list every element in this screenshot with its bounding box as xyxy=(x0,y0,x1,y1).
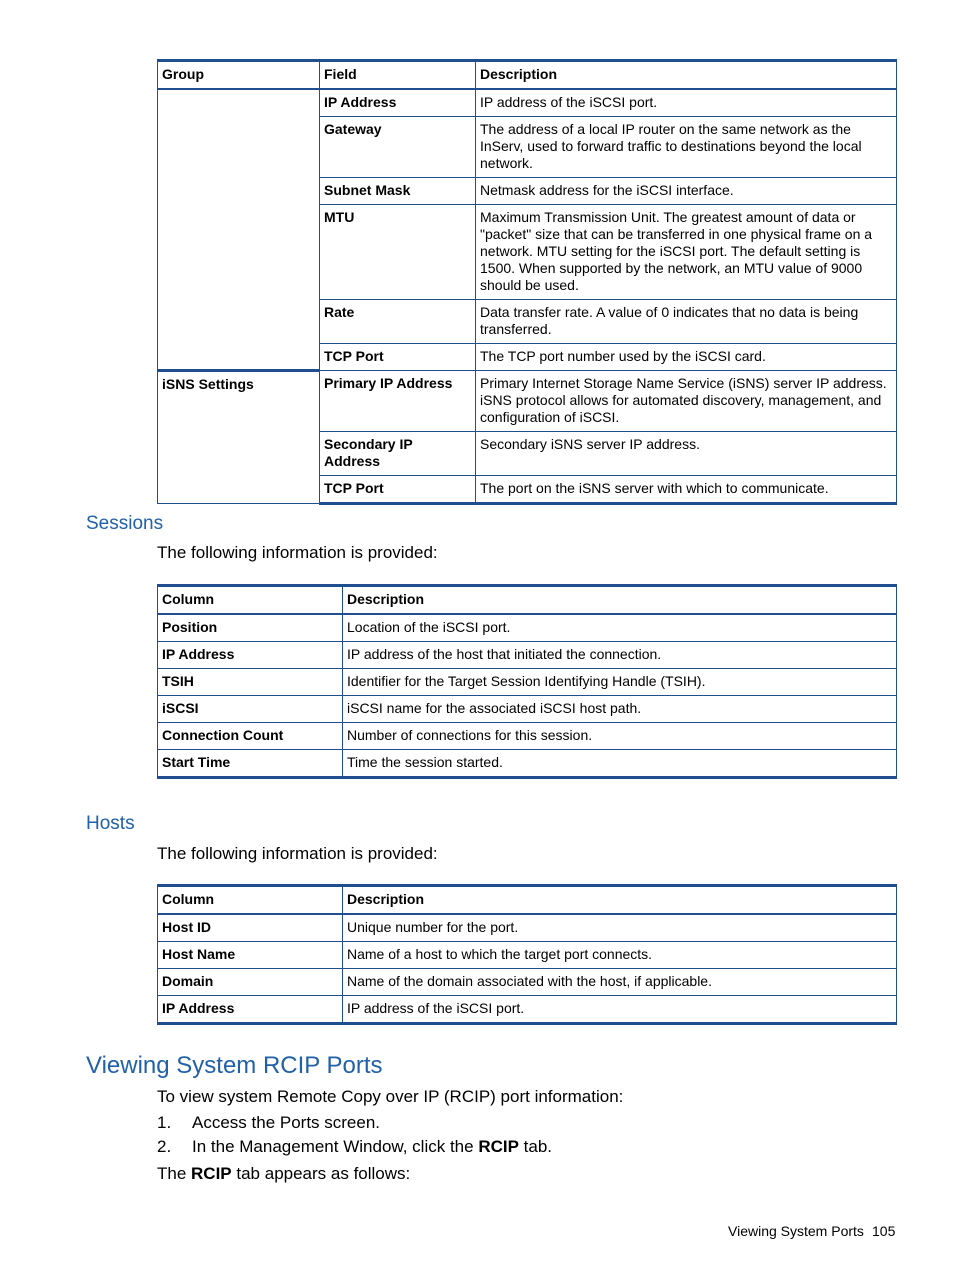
header-field: Field xyxy=(320,61,476,90)
field-cell: MTU xyxy=(320,205,476,300)
description-cell: IP address of the iSCSI port. xyxy=(343,996,897,1024)
header-column: Column xyxy=(158,586,343,615)
description-cell: The TCP port number used by the iSCSI card. xyxy=(476,344,897,371)
description-cell: Location of the iSCSI port. xyxy=(343,614,897,642)
column-cell: Host Name xyxy=(158,942,343,969)
description-cell: The port on the iSNS server with which to communicate. xyxy=(476,476,897,504)
table-header-row xyxy=(158,586,897,615)
description-cell: Secondary iSNS server IP address. xyxy=(476,432,897,476)
description-cell: Number of connections for this session. xyxy=(343,723,897,750)
table-row xyxy=(158,969,897,996)
step-2-text-pre: In the Management Window, click the xyxy=(192,1137,479,1156)
rcip-intro: To view system Remote Copy over IP (RCIP) port information: xyxy=(157,1087,624,1106)
footer-section-title: Viewing System Ports xyxy=(728,1223,864,1239)
table-header-row xyxy=(158,886,897,915)
description-cell: iSCSI name for the associated iSCSI host path. xyxy=(343,696,897,723)
description-cell: Time the session started. xyxy=(343,750,897,778)
iscsi-port-fields-table xyxy=(157,59,897,505)
step-2-text-post: tab. xyxy=(518,1137,553,1156)
table-row xyxy=(158,723,897,750)
header-group: Group xyxy=(158,61,320,90)
description-cell: Unique number for the port. xyxy=(343,914,897,942)
column-cell: Position xyxy=(158,614,343,642)
rcip-outro-post: tab appears as follows: xyxy=(231,1164,411,1183)
step-1-text-pre: Access the Ports screen. xyxy=(192,1113,381,1132)
table-row xyxy=(158,696,897,723)
description-cell: Maximum Transmission Unit. The greatest amount of data or "packet" size that can be transferred in one physical frame on a network. MTU setting for the iSCSI port. The default setting is 1500. When supported by the network, an MTU value of 9000 should be used. xyxy=(476,205,897,300)
rcip-outro-bold: RCIP xyxy=(191,1164,232,1183)
table-row xyxy=(158,614,897,642)
step-1-text xyxy=(192,1113,380,1133)
step-2-number: 2. xyxy=(157,1137,172,1156)
field-cell: TCP Port xyxy=(320,344,476,371)
description-cell: Name of a host to which the target port connects. xyxy=(343,942,897,969)
description-cell: Name of the domain associated with the host, if applicable. xyxy=(343,969,897,996)
column-cell: Domain xyxy=(158,969,343,996)
column-cell: Host ID xyxy=(158,914,343,942)
sessions-table xyxy=(157,584,897,779)
table-row xyxy=(158,642,897,669)
header-description: Description xyxy=(476,61,897,90)
column-cell: IP Address xyxy=(158,996,343,1024)
field-cell: Gateway xyxy=(320,117,476,178)
description-cell: IP address of the host that initiated the connection. xyxy=(343,642,897,669)
column-cell: TSIH xyxy=(158,669,343,696)
field-cell: IP Address xyxy=(320,89,476,117)
field-cell: Subnet Mask xyxy=(320,178,476,205)
field-cell: TCP Port xyxy=(320,476,476,504)
table-row xyxy=(158,914,897,942)
sessions-heading: Sessions xyxy=(86,513,164,534)
hosts-table xyxy=(157,884,897,1025)
field-cell: Primary IP Address xyxy=(320,371,476,432)
header-description: Description xyxy=(343,586,897,615)
description-cell: Data transfer rate. A value of 0 indicates that no data is being transferred. xyxy=(476,300,897,344)
field-cell: Rate xyxy=(320,300,476,344)
table-row xyxy=(158,750,897,778)
table-header-row xyxy=(158,61,897,90)
column-cell: iSCSI xyxy=(158,696,343,723)
table-row xyxy=(158,89,897,117)
hosts-intro: The following information is provided: xyxy=(157,844,438,863)
hosts-heading: Hosts xyxy=(86,813,135,834)
page-number: 105 xyxy=(872,1223,896,1239)
table-row xyxy=(158,371,897,432)
description-cell: Primary Internet Storage Name Service (iSNS) server IP address. iSNS protocol allows for automated discovery, management, and configuration of iSCSI. xyxy=(476,371,897,432)
step-2-text xyxy=(192,1137,552,1157)
field-cell: Secondary IP Address xyxy=(320,432,476,476)
rcip-section-heading: Viewing System RCIP Ports xyxy=(86,1052,383,1079)
group-cell-empty xyxy=(158,89,320,371)
description-cell: Identifier for the Target Session Identifying Handle (TSIH). xyxy=(343,669,897,696)
sessions-intro: The following information is provided: xyxy=(157,543,438,562)
step-2-text-bold: RCIP xyxy=(478,1137,519,1156)
header-description: Description xyxy=(343,886,897,915)
column-cell: IP Address xyxy=(158,642,343,669)
column-cell: Connection Count xyxy=(158,723,343,750)
header-column: Column xyxy=(158,886,343,915)
column-cell: Start Time xyxy=(158,750,343,778)
table-row xyxy=(158,942,897,969)
table-row xyxy=(158,996,897,1024)
group-cell-isns: iSNS Settings xyxy=(158,371,320,504)
rcip-outro xyxy=(157,1164,410,1184)
step-1-number: 1. xyxy=(157,1113,172,1132)
description-cell: IP address of the iSCSI port. xyxy=(476,89,897,117)
description-cell: The address of a local IP router on the same network as the InServ, used to forward traffic to destinations beyond the local network. xyxy=(476,117,897,178)
rcip-outro-pre: The xyxy=(157,1164,192,1183)
table-row xyxy=(158,669,897,696)
description-cell: Netmask address for the iSCSI interface. xyxy=(476,178,897,205)
